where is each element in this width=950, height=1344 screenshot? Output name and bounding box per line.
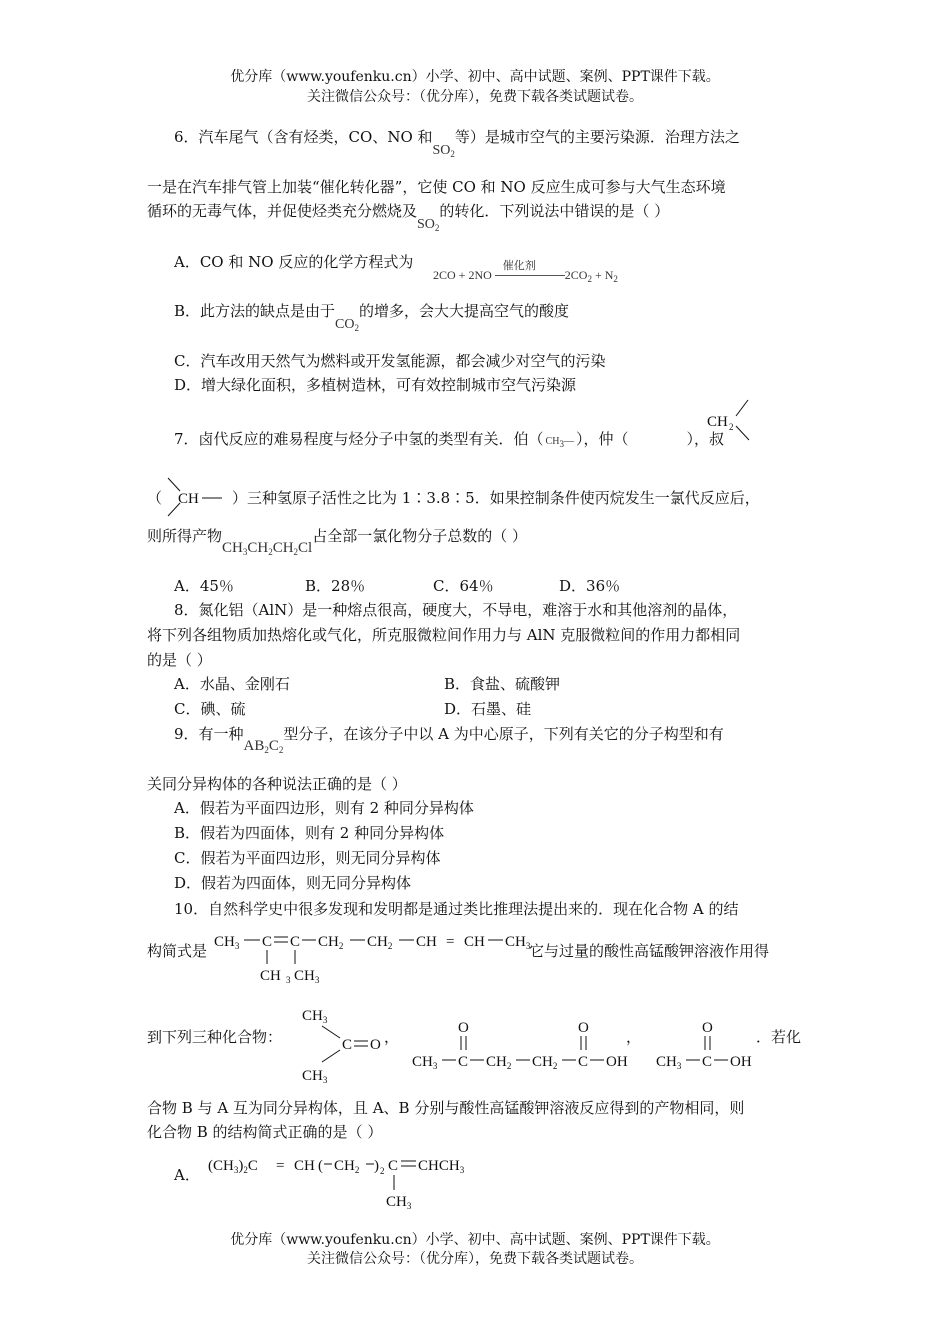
svg-text:(: (	[318, 1158, 323, 1174]
q8-option-b: B．食盐、硫酸钾	[444, 675, 561, 693]
q10-line-5: 化合物 B 的结构简式正确的是（ ）	[147, 1123, 383, 1141]
svg-text:CH2: $CH_2$	[367, 934, 393, 951]
svg-text:O: O	[458, 1020, 469, 1036]
q6-line-1: 6．汽车尾气（含有烃类，CO、NO 和$SO_2$等）是城市空气的主要污染源．治理方法之	[174, 128, 740, 159]
q8-line-2: 将下列各组物质加热熔化或气化，所克服微粒间作用力与 AlN 克服微粒间的作用力都相同	[147, 626, 741, 644]
svg-text:CH2: $CH_2$	[532, 1054, 558, 1071]
svg-text:C: C	[290, 934, 301, 950]
footer-line-1: 优分库（www.youfenku.cn）小学、初中、高中试题、案例、PPT课件下载。	[230, 1232, 720, 1248]
svg-text:CH3: $CH_3$	[302, 1008, 328, 1025]
svg-text:3: 3	[286, 975, 291, 984]
svg-text:CH3: $CH_3$	[505, 934, 531, 951]
footer-line-2: 关注微信公众号：（优分库），免费下载各类试题试卷。	[307, 1251, 643, 1267]
svg-text:C: C	[388, 1158, 399, 1174]
svg-text:CH: CH	[416, 934, 437, 950]
so2-formula-2: $SO_2$	[417, 217, 440, 233]
q9-option-a: A．假若为平面四边形，则有 2 种同分异构体	[174, 799, 474, 817]
svg-text:CH3: $CH_3$	[656, 1054, 682, 1071]
reaction-equation: 2CO + 2NO 催化剂 $2CO_2 + N_2$	[433, 268, 618, 283]
tertiary-ch-structure	[160, 474, 230, 522]
q8-line-1: 8．氮化铝（AlN）是一种熔点很高，硬度大，不导电，难溶于水和其他溶剂的晶体，	[174, 601, 738, 619]
q6-option-c: C．汽车改用天然气为燃料或开发氢能源，都会减少对空气的污染	[174, 352, 606, 370]
svg-text:C: C	[262, 934, 273, 950]
svg-text:CH3: $CH_3$	[386, 1194, 412, 1211]
svg-text:CHCH3: $CHCH_3$	[418, 1158, 465, 1175]
svg-text:=: =	[446, 934, 455, 950]
svg-text:CH3: $CH_3$	[302, 1068, 328, 1085]
q7-line-3: 则所得产物$CH_3CH_2CH_2Cl$占全部一氯化物分子总数的（ ）	[147, 527, 528, 557]
svg-text:C: C	[702, 1054, 713, 1070]
q7-option-b: B．28％	[305, 577, 366, 595]
q9-option-c: C．假若为平面四边形，则无同分异构体	[174, 849, 441, 867]
q7-option-c: C．64％	[433, 577, 494, 595]
co2-formula: $CO_2$	[335, 317, 359, 333]
svg-text:OH: OH	[730, 1054, 752, 1070]
q8-option-d: D．石墨、硅	[444, 700, 532, 718]
svg-text:CH: CH	[464, 934, 485, 950]
svg-text:(CH3)2C: $(CH_3)_2C$	[208, 1158, 258, 1175]
acetic-acid-structure	[654, 1016, 764, 1074]
svg-text:CH3: $CH_3$	[214, 934, 240, 951]
q7-option-a: A．45％	[174, 577, 234, 595]
svg-text:2: 2	[729, 422, 734, 432]
q6-line-3: 循环的无毒气体，并促使烃类充分燃烧及$SO_2$的转化．下列说法中错误的是（ ）	[147, 202, 670, 233]
q8-options-ab	[174, 673, 854, 695]
svg-text:CH2: $CH_2$	[318, 934, 344, 951]
svg-text:CH: CH	[260, 968, 281, 984]
svg-text:CH: CH	[178, 491, 199, 507]
q6-line-2: 一是在汽车排气管上加装“催化转化器”，它使 CO 和 NO 反应生成可参与大气生态环境	[147, 178, 726, 196]
q8-option-a: A．水晶、金刚石	[174, 675, 290, 693]
q9-option-d: D．假若为四面体，则无同分异构体	[174, 874, 412, 892]
q6-option-d: D．增大绿化面积，多植树造林，可有效控制城市空气污染源	[174, 376, 577, 394]
svg-text:2: 2	[380, 1166, 385, 1176]
svg-text:CH2: $CH_2$	[486, 1054, 512, 1071]
header-line-2: 关注微信公众号：（优分库），免费下载各类试题试卷。	[307, 89, 643, 105]
svg-text:CH: CH	[707, 414, 728, 430]
reaction-arrow	[495, 260, 565, 281]
secondary-ch2-structure	[700, 396, 760, 446]
svg-text:CH3: $CH_3$	[294, 968, 320, 984]
so2-formula: $SO_2$	[432, 143, 455, 159]
svg-text:C: C	[458, 1054, 469, 1070]
acetone-structure	[294, 1000, 394, 1086]
q6-option-b: B．此方法的缺点是由于$CO_2$的增多，会大大提高空气的酸度	[174, 302, 569, 333]
q6-option-a: A．CO 和 NO 反应的化学方程式为	[174, 253, 414, 271]
q7-option-d: D．36％	[559, 577, 621, 595]
catalyst-label: 催化剂	[502, 260, 536, 273]
q10-line-4: 合物 B 与 A 互为同分异构体，且 A、B 分别与酸性高锰酸钾溶液反应得到的产物相同，则	[147, 1099, 745, 1117]
q9-line-1: 9．有一种$AB_2C_2$型分子，在该分子中以 A 为中心原子，下列有关它的分子构型和有	[174, 725, 724, 755]
q8-line-3: 的是（ ）	[147, 651, 212, 669]
q10-line-2: 构简式是 它与过量的酸性高锰酸钾溶液作用得	[147, 942, 770, 960]
svg-text:C: C	[578, 1054, 589, 1070]
q9-option-b: B．假若为四面体，则有 2 种同分异构体	[174, 824, 445, 842]
svg-text:O: O	[370, 1037, 381, 1053]
ab2c2-formula: $AB_2C_2$	[243, 738, 284, 755]
svg-text:CH3: $CH_3$	[412, 1054, 438, 1071]
q7-line-2: （ ）三种氢原子活性之比为 1∶3.8∶5．如果控制条件使丙烷发生一氯代反应后，	[147, 489, 760, 507]
q9-line-2: 关同分异构体的各种说法正确的是（ ）	[147, 775, 407, 793]
svg-text:OH: OH	[606, 1054, 628, 1070]
svg-text:C: C	[342, 1037, 353, 1053]
q7-options	[174, 575, 854, 597]
svg-text:): )	[374, 1158, 379, 1174]
q10-option-a: A．	[174, 1166, 200, 1184]
svg-text:O: O	[702, 1020, 713, 1036]
product-formula: $CH_3CH_2CH_2Cl$	[222, 540, 313, 557]
primary-h-formula: $CH_3—$	[545, 436, 574, 449]
svg-text:O: O	[578, 1020, 589, 1036]
option-a-structure	[206, 1148, 478, 1212]
q8-option-c: C．碘、硫	[174, 700, 246, 718]
svg-text:CH: CH	[294, 1158, 315, 1174]
q10-line-3: 到下列三种化合物： ， ， ．若化	[147, 1028, 802, 1046]
compound-a-structure	[212, 926, 542, 984]
q10-line-1: 10．自然科学史中很多发现和发明都是通过类比推理法提出来的．现在化合物 A 的结	[174, 900, 739, 918]
svg-text:=: =	[276, 1158, 285, 1174]
keto-acid-structure	[410, 1016, 642, 1074]
q8-options-cd	[174, 698, 854, 720]
svg-text:CH2: $CH_2$	[334, 1158, 360, 1175]
q7-line-1: 7．卤代反应的难易程度与烃分子中氢的类型有关．伯（ $CH_3—$ ），仲（ ），叔	[174, 428, 854, 453]
header-line-1: 优分库（www.youfenku.cn）小学、初中、高中试题、案例、PPT课件下载。	[230, 69, 720, 85]
